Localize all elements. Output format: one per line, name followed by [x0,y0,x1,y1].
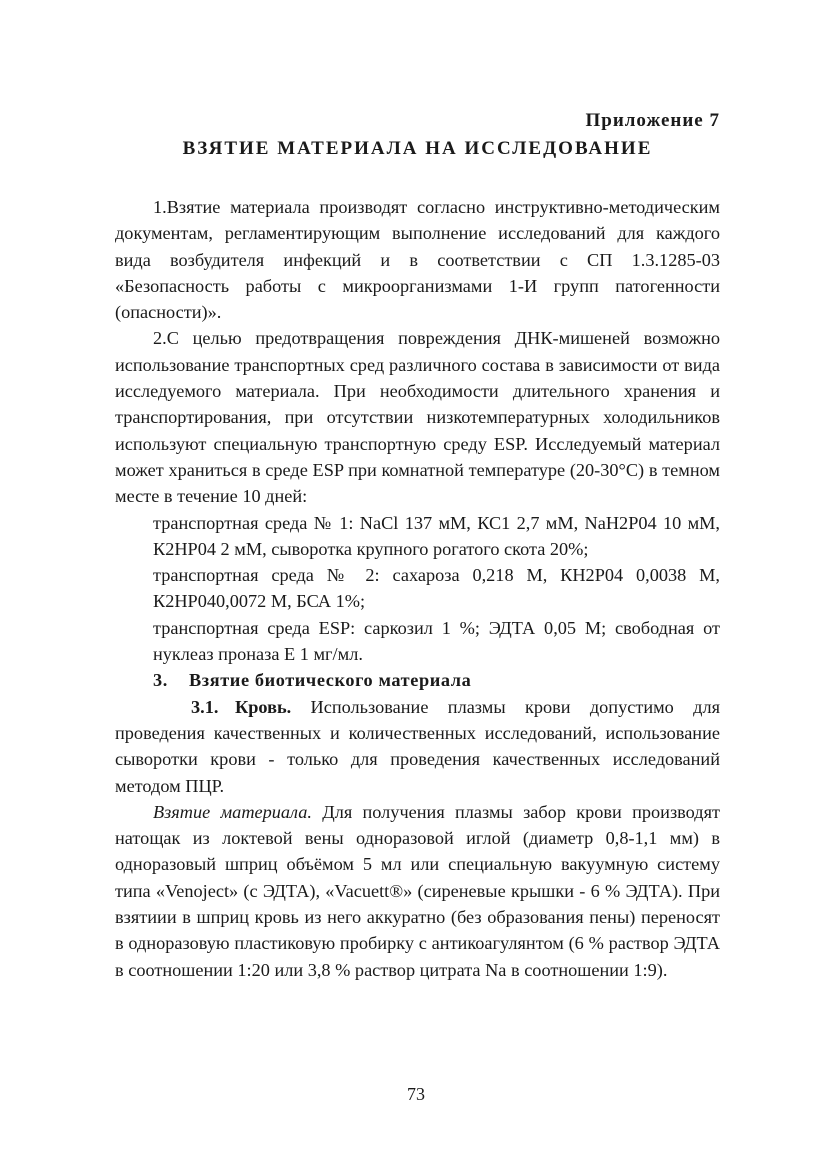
taking-material-text: Для получения плазмы забор крови производят натощак из локтевой вены одноразовой иглой (диаметр 0,8-1,1 мм) в одноразовый шприц объёмом 5 мл или специальную вакуумную систему типа «Venoject» (с ЭДТА), «Vacuett®» (сиреневые крышки - 6 % ЭДТА). При взятиии в шприц кровь из него аккуратно (без образования пены) переносят в одноразовую пластиковую пробирку с антикоагулянтом (6 % раствор ЭДТА в соотношении 1:20 или 3,8 % раствор цитрата Na в соотношении 1:9). [115,801,720,980]
section-3-heading [115,667,720,693]
medium-1-item: транспортная среда № 1: NaCl 137 мМ, КС1 2,7 мМ, NaH2P04 10 мМ, К2НР04 2 мМ, сыворотка крупного рогатого скота 20%; [153,512,720,559]
medium-esp-item: транспортная среда ESP: саркозил 1 %; ЭДТА 0,05 М; свободная от нуклеаз проназа Е 1 мг/мл. [153,617,720,665]
appendix-label: Приложение 7 [585,110,720,131]
taking-material-lead: Взятие материала. [153,801,312,822]
taking-material-paragraph [115,799,720,983]
section-3-1-term: Кровь. [235,696,292,717]
document-page [115,108,720,983]
section-3-title: Взятие биотического материала [189,670,472,691]
document-body [115,194,720,983]
paragraph-1: 1.Взятие материала производят согласно инструктивно-методическим документам, регламентирующим выполнение исследований для каждого вида возбудителя инфекций и в соответствии с СП 1.3.1285-03 «Безопасность работы с микроорганизмами 1-И групп патогенности (опасности)». [115,197,720,323]
section-3-1-number: 3.1. [191,696,219,717]
paragraph-2: 2.С целью предотвращения повреждения ДНК-мишеней возможно использование транспортных сред различного состава в зависимости от вида исследуемого материала. При необходимости длительного хранения и транспортирования, при отсутствии низкотемпературных холодильников используют специальную транспортную среду ESP. Исследуемый материал может храниться в среде ESP при комнатной температуре (20-30°С) в темном месте в течение 10 дней: [115,328,720,507]
page-number: 73 [407,1084,425,1104]
section-3-number: 3. [153,670,168,691]
page-title: ВЗЯТИЕ МАТЕРИАЛА НА ИССЛЕДОВАНИЕ [182,138,653,159]
medium-2-item: транспортная среда № 2: сахароза 0,218 М, КН2Р04 0,0038 М, К2НР040,0072 М, БСА 1%; [153,565,720,612]
section-3-1-text: Использование плазмы крови допустимо для проведения качественных и количественных исследований, использование сыворотки крови - только для проведения качественных исследований методом ПЦР. [115,696,720,796]
section-3-1-paragraph [115,694,720,799]
